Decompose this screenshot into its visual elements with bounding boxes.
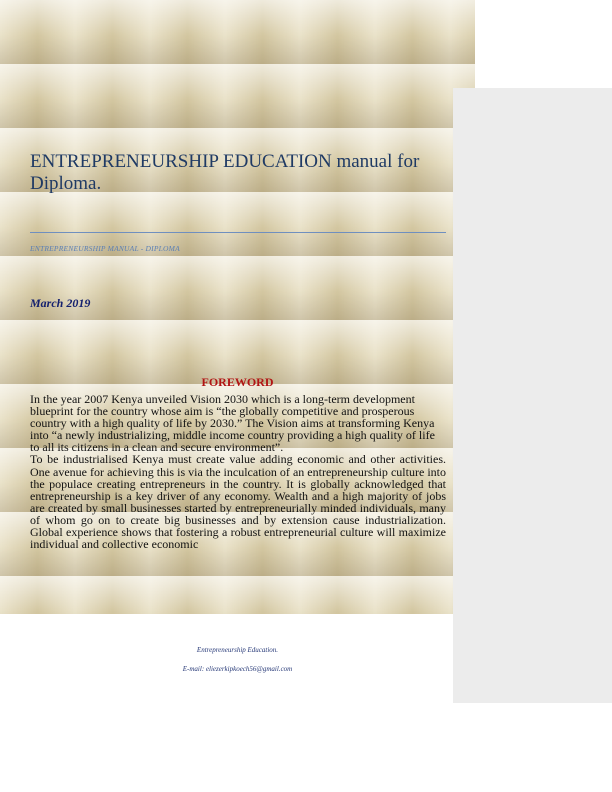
foreword-paragraph-2: To be industrialised Kenya must create value adding economic and other activities. One avenue for achieving this is via the inculcation of an entrepreneurship culture into the populace creating entrepreneurs in the country. It is globally acknowledged that entrepreneurship is a key driver of any economy. Wealth and a high majority of jobs are created by small businesses started by entrepreneurially minded individuals, many of whom go on to create big businesses and by extension cause industrialization. Global experience shows that fostering a robust entrepreneurial culture will maximize individual and collective economic xyxy=(30,452,446,552)
foreword-heading: FOREWORD xyxy=(201,375,274,389)
document-title: ENTREPRENEURSHIP EDUCATION manual for Diploma. xyxy=(30,151,420,194)
foreword-paragraph-1: In the year 2007 Kenya unveiled Vision 2030 which is a long-term development blueprint for the country whose aim is “the globally competitive and prosperous country with a high quality of life by 2030.” The Vision aims at transforming Kenya into “a newly industrializing, middle income country providing a high quality of life to all its citizens in a clean and secure environment”. xyxy=(30,392,435,455)
right-sidebar-panel xyxy=(453,88,612,703)
foreword-body xyxy=(30,393,446,550)
document-subtitle: ENTREPRENEURSHIP MANUAL - DIPLOMA xyxy=(30,244,180,253)
title-divider xyxy=(30,232,446,233)
footer-email: E-mail: eliezerkipkoech56@gmail.com xyxy=(182,665,293,673)
footer-line-1: Entrepreneurship Education. xyxy=(196,646,279,654)
document-date: March 2019 xyxy=(30,296,91,310)
